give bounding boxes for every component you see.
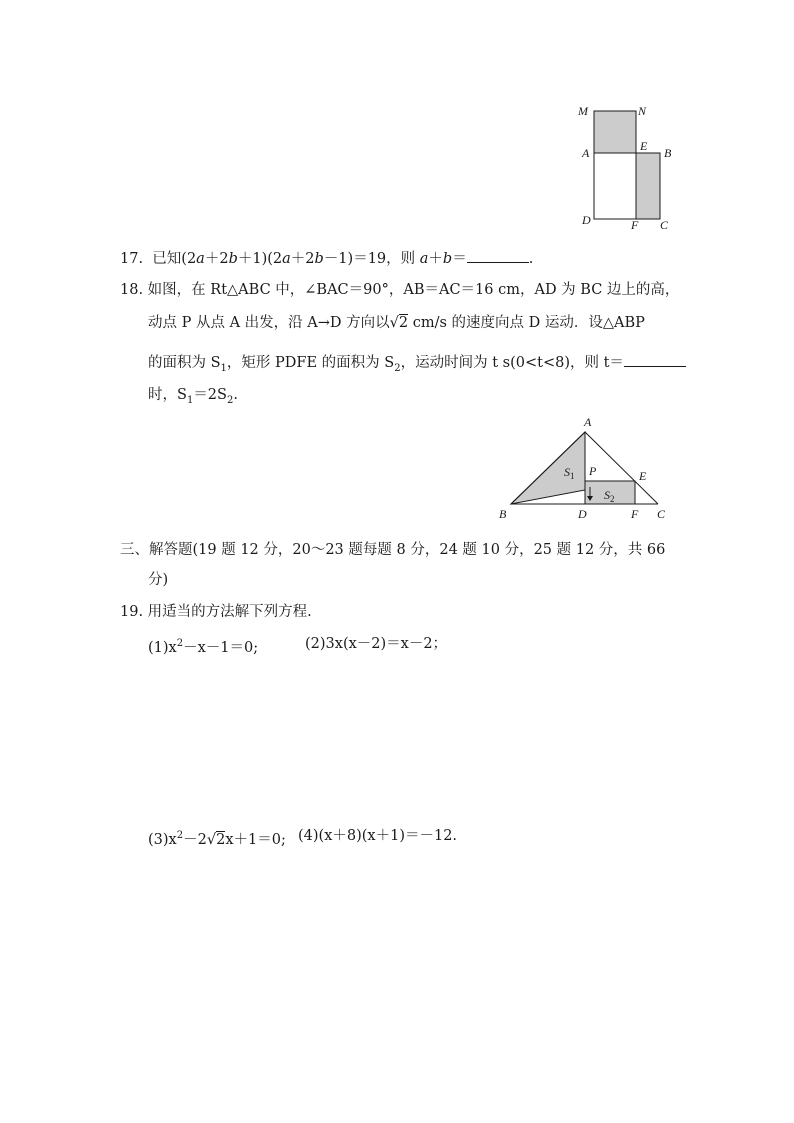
question-19-part1: $(1)x^2-x-1=0$; <box>148 638 259 656</box>
question-17: 17. 已知(2a＋2b＋1)(2a＋2b－1)＝19，则 a＋b＝ . <box>120 248 533 269</box>
label-p: P <box>589 464 597 478</box>
question-19-part4: (4)(x＋8)(x＋1)＝－12. <box>298 828 458 844</box>
label-n: N <box>638 104 647 118</box>
label-e: E <box>640 139 648 153</box>
section-3-heading-cont: 分) <box>148 572 169 588</box>
label-c: C <box>657 507 666 521</box>
label-d: D <box>582 213 591 227</box>
label-d: D <box>578 507 587 521</box>
label-b: B <box>664 146 672 160</box>
question-19-part3: $(3)x^2-2√2x+1=0$; <box>148 830 286 848</box>
label-s1: $S_1$ <box>564 465 575 481</box>
label-a: A <box>584 415 592 429</box>
label-e: E <box>639 469 647 483</box>
question-18-line1: 18. 如图，在 Rt△ABC 中，∠BAC＝90°，AB＝AC＝16 cm，AD 为 BC 边上的高， <box>120 282 680 298</box>
sqrt-symbol: √ <box>389 315 399 331</box>
question-19-part2: (2)3x(x－2)＝x－2； <box>305 636 448 652</box>
answer-blank-18[interactable] <box>624 352 686 367</box>
figure-triangle <box>493 410 678 525</box>
label-s2: $S_2$ <box>604 488 615 504</box>
question-18-line4: 时，$S_1=2S_2$. <box>148 387 238 406</box>
label-b: B <box>499 507 507 521</box>
rect-ebcf <box>636 153 660 219</box>
question-19-title: 19. 用适当的方法解下列方程. <box>120 604 312 620</box>
question-18-line3: 的面积为 $S_1$，矩形 PDFE 的面积为 $S_2$，运动时间为 t s(0<t<8)，则 t＝ <box>148 352 686 379</box>
label-c: C <box>660 218 669 232</box>
section-3-heading: 三、解答题(19 题 12 分，20～23 题每题 8 分，24 题 10 分，25 题 12 分，共 66 <box>120 542 666 558</box>
answer-blank-17[interactable] <box>467 248 529 263</box>
label-f: F <box>631 218 639 232</box>
label-m: M <box>578 104 588 118</box>
label-f: F <box>631 507 639 521</box>
label-a: A <box>582 146 590 160</box>
figure-squares <box>570 100 680 235</box>
square-amn <box>594 111 636 153</box>
question-18-line2: 动点 P 从点 A 出发，沿 A→D 方向以√2 cm/s 的速度向点 D 运动．设△ABP <box>148 315 645 331</box>
